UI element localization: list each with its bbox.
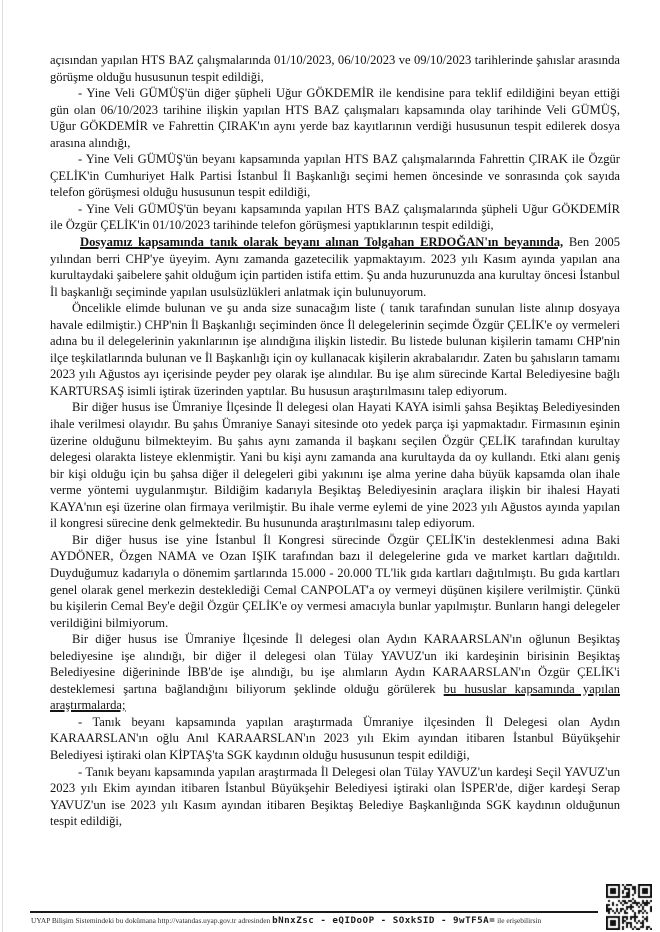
paragraph: - Tanık beyanı kapsamında yapılan araştırmada Ümraniye ilçesinden İl Delegesi olan Aydın KARAARSLAN'ın oğlu Anıl KARAARSLAN'ın 2023 yılı Ekim ayından itibaren İstanbul Büyükşehir Belediyesi iştiraki olan KİPTAŞ'ta SGK kaydının olduğu hususunun tespit edildiği,	[50, 714, 620, 762]
footer-access-suffix: ile erişebilirsin	[495, 916, 542, 925]
paragraph: Öncelikle elimde bulunan ve şu anda size sunacağım liste ( tanık tarafından sunulan liste alınıp dosyaya havale edilmiştir.) CHP'nin İl Başkanlığı seçiminden önce İl delegelerinin seçimde Özgür ÇELİK'e oy vermeleri adına bu il delegelerinin yakınlarının işe alındığına ilişkin listedir. Bu listede bulunan kişilerin tamamı CHP'nin ilçe teşkilatlarında bulunan ve İl Başkanlığı için oy kullanacak kişilerin akrabalarıdır. Zaten bu şahısların tamamı 2023 yılı Ağustos ayı içerisinde peyder pey olarak işe alındılar. Bu işe alım sürecinde Kartal Belediyesine bağlı KARTURSAŞ isimli iştirak üzerinden yaptılar. Bu hususun araştırılmasını talep ediyorum.	[50, 301, 620, 398]
paragraph: - Tanık beyanı kapsamında yapılan araştırmada İl Delegesi olan Tülay YAVUZ'un kardeşi Seçil YAVUZ'un 2023 yılı Ekim ayından itibaren İstanbul Büyükşehir Belediyesi iştiraki olan İSPER'de, diğer kardeşi Serap YAVUZ'un ise 2023 yılı Kasım ayından itibaren Beşiktaş Belediye Başkanlığında SGK kaydının olduğunun tespit edildiği,	[50, 764, 620, 829]
paragraph: Bir diğer husus ise Ümraniye İlçesinde İl delegesi olan Hayati KAYA isimli şahsa Beşiktaş Belediyesinden ihale verilmesi olayıdır. Bu şahıs Ümraniye Sanayi sitesinde oto yedek parça işi yapmaktadır. Firmasının eşinin üzerine olduğunu bilmekteyim. Bu şahıs aynı zamanda il başkanı seçilen Özgür ÇELİK tarafından kurultay delegesi olarakta listeye eklenmiştir. Yani bu kişi aynı zamanda ana kurultayda da oy kullandı. Etki alanı geniş bir kişi olduğu için bu şahsa diğer il delegeleri gibi yakınını işe alma yerine daha büyük kapsamda olan ihale verme yöntemi uygulanmıştır. Bildiğim kadarıyla Beşiktaş Belediyesinin araçlara ilişkin bir ihalesi Hayati KAYA'nın eşi üzerine olan firmaya verilmiştir. Bu ihale verme eylemi de yine 2023 yılı Ağustos ayında yapılan il kongresi sürecine denk gelmektedir. Bu husununda araştırılmasını talep ediyorum.	[50, 400, 620, 531]
witness-statement-heading: Dosyamız kapsamında tanık olarak beyanı alınan Tolgahan ERDOĞAN'ın beyanında,	[80, 235, 564, 250]
footer	[31, 916, 631, 926]
footer-access-code: bNnxZsc - eQIDoOP - SOxkSID - 9wTF5A=	[272, 915, 496, 926]
paragraph: - Yine Veli GÜMÜŞ'ün beyanı kapsamında yapılan HTS BAZ çalışmalarında şüpheli Uğur GÖKDEMİR ile Özgür ÇELİK'in 01/10/2023 tarihinde telefon görüşmesi yaptıklarının tespit edildiği,	[50, 201, 620, 233]
footer-access-text: UYAP Bilişim Sistemindeki bu dokümana http://vatandas.uyap.gov.tr adresinden	[31, 916, 273, 925]
paragraph: Bir diğer husus ise yine İstanbul İl Kongresi sürecinde Özgür ÇELİK'in desteklenmesi adına Baki AYDÖNER, Özgen NAMA ve Ozan IŞIK tarafından bazı il delegelerine gıda ve market kartları dağıtıldı. Duyduğumuz kadarıyla o dönemim şartlarında 15.000 - 20.000 TL'lik gıda kartları dağıtılmıştı. Bu gıda kartları genel olarak genel merkezin desteklediği Cemal CANPOLAT'a oy vermeyi düşünen kişilere verilmiştir. Çünkü bu kişilerin Cemal Bey'e değil Özgür ÇELİK'e oy vermesi amacıyla bunlar yapılmıştır. Bunların hangi delegeler verildiğini bilmiyorum.	[50, 532, 620, 630]
qr-code-icon	[606, 884, 652, 930]
footer-divider	[30, 911, 598, 913]
paragraph: - Yine Veli GÜMÜŞ'ün diğer şüpheli Uğur GÖKDEMİR ile kendisine para teklif edildiğini beyan ettiği gün olan 06/10/2023 tarihine ilişkin yapılan HTS BAZ çalışmaları kapsamında olay tarihinde Veli GÜMÜŞ, Uğur GÖKDEMİR ve Fahrettin ÇIRAK'ın aynı yerde baz kayıtlarının verdiği hususunun tespit edilerek dosya arasına alındığı,	[50, 86, 620, 150]
paragraph: - Yine Veli GÜMÜŞ'ün beyanı kapsamında yapılan HTS BAZ çalışmalarında Fahrettin ÇIRAK ile Özgür ÇELİK'in Cumhuriyet Halk Partisi İstanbul İl Başkanlığı seçimi hemen öncesinde ve sonrasında çok sayıda telefon görüşmesi olduğu hususunun tespit edildiği,	[50, 152, 620, 200]
paragraph: Dosyamız kapsamında tanık olarak beyanı alınan Tolgahan ERDOĞAN'ın beyanında, Ben 2005 yılından berri CHP'ye üyeyim. Aynı zamanda gazetecilik yapmaktayım. 2023 yılı Kasım ayında yapılan ana kurultaydaki şaibelere şahit olduğum için partiden istifa ettim. Şu anda huzurunuzda ana kurultay öncesi İstanbul İl başkanlığı seçiminde yapılan usulsüzlükleri anlatmak için bulunuyorum.	[50, 235, 620, 299]
paragraph: Bir diğer husus ise Ümraniye İlçesinde İl delegesi olan Aydın KARAARSLAN'ın oğlunun Beşiktaş belediyesine işe alındığı, bir diğer il delegesi olan Tülay YAVUZ'un iki kardeşinin birisinin Beşiktaş Belediyesine diğerininde İBB'de işe alındığı, bu işe alımların Aydın KARAARSLAN'ın Özgür ÇELİK'i desteklemesi şartına bağlandığını biliyorum şeklinde olduğu görülerek bu hususlar kapsamında yapılan araştırmalarda;	[50, 632, 620, 713]
underlined-phrase: bu hususlar kapsamında yapılan araştırmalarda;	[50, 681, 620, 713]
document-body	[50, 52, 620, 830]
paragraph: açısından yapılan HTS BAZ çalışmalarında 01/10/2023, 06/10/2023 ve 09/10/2023 tarihlerinde şahıslar arasında görüşme olduğu hususunun tespit edildiği,	[50, 53, 620, 84]
scan-artifact-line	[2, 0, 3, 932]
